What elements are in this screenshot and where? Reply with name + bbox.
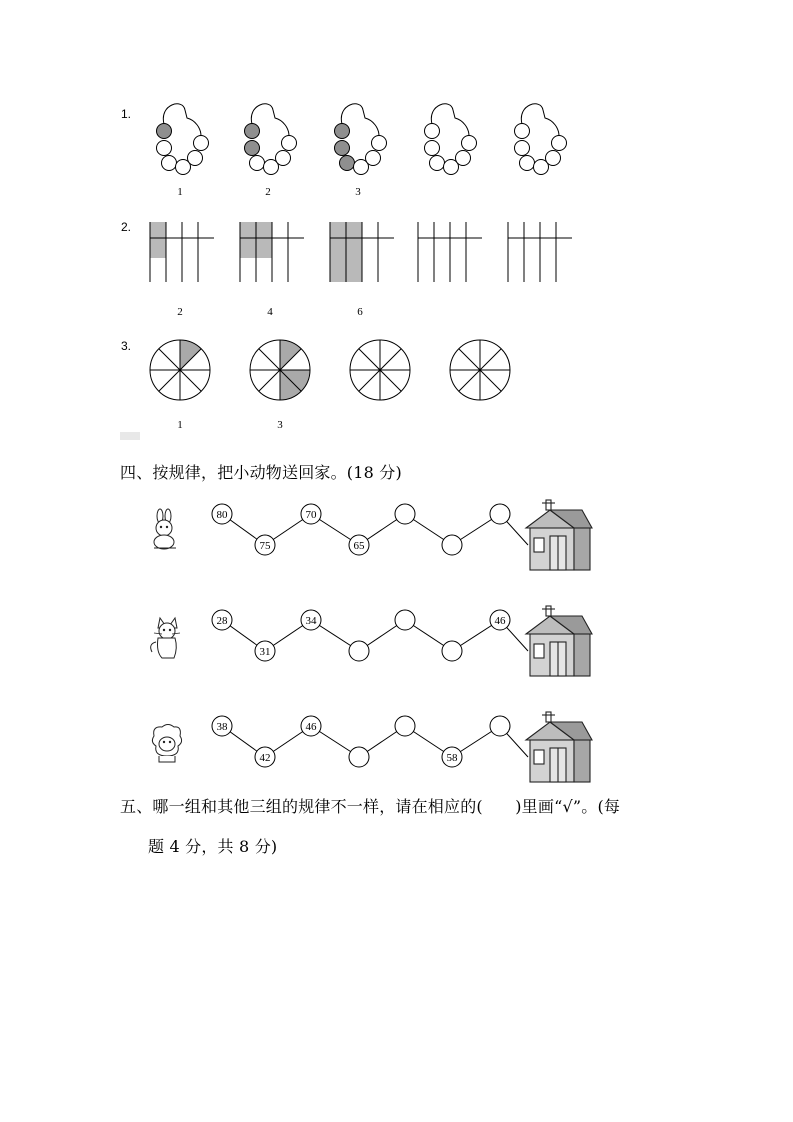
shaded-cell xyxy=(346,222,362,240)
sectored-circle-1 xyxy=(148,338,212,402)
sectored-circle-4 xyxy=(448,338,512,402)
bubble-value: 42 xyxy=(259,752,271,764)
circle-figure-label: 3 xyxy=(277,419,283,431)
section-5-title-line2: 题 4 分，共 8 分) xyxy=(148,837,278,856)
bubble-value: 28 xyxy=(216,615,228,627)
grid-figure-5 xyxy=(506,220,574,284)
shaded-cell xyxy=(330,240,346,258)
question-1-number: 1. xyxy=(121,107,132,121)
bead xyxy=(157,141,172,156)
bubble-value: 34 xyxy=(305,615,317,627)
number-bubble[interactable] xyxy=(349,747,369,767)
bead-necklace-5 xyxy=(503,100,573,180)
circle-figure-label: 1 xyxy=(177,419,183,431)
house-figure xyxy=(524,612,594,682)
bead xyxy=(425,141,440,156)
shaded-bead xyxy=(340,156,355,171)
bead xyxy=(462,136,477,151)
house-icon xyxy=(526,606,592,676)
number-bubble[interactable] xyxy=(442,641,462,661)
bead xyxy=(162,156,177,171)
rabbit-figure xyxy=(148,510,188,554)
shaded-bead xyxy=(157,124,172,139)
number-bubble[interactable] xyxy=(395,716,415,736)
bead-necklace-1 xyxy=(145,100,215,180)
house-figure xyxy=(524,718,594,788)
bubble-value: 46 xyxy=(305,721,317,733)
number-bubble[interactable] xyxy=(349,641,369,661)
grid-figure-1 xyxy=(148,220,216,284)
bead xyxy=(276,151,291,166)
bubble-value: 70 xyxy=(305,509,317,521)
bead-necklace-2 xyxy=(233,100,303,180)
bubble-value: 65 xyxy=(353,540,365,552)
section-5-title-line1: 五、哪一组和其他三组的规律不一样，请在相应的( )里画“√”。(每 xyxy=(120,797,621,816)
bead xyxy=(430,156,445,171)
shaded-bead xyxy=(335,124,350,139)
shaded-cell xyxy=(256,222,272,240)
bubble-value: 38 xyxy=(216,721,228,733)
grid-figure-3 xyxy=(328,220,396,284)
cat-icon xyxy=(151,618,180,658)
bead xyxy=(546,151,561,166)
bead xyxy=(282,136,297,151)
rabbit-icon xyxy=(154,509,176,549)
bead xyxy=(194,136,209,151)
shaded-cell xyxy=(346,240,362,258)
shaded-cell xyxy=(330,222,346,240)
sheep-figure xyxy=(148,722,188,766)
shaded-cell xyxy=(150,222,166,240)
house-icon xyxy=(526,500,592,570)
grid-figure-label: 4 xyxy=(267,306,273,318)
shaded-bead xyxy=(245,124,260,139)
bubble-value: 46 xyxy=(494,615,506,627)
shaded-cell xyxy=(240,240,256,258)
bubble-value: 80 xyxy=(216,509,228,521)
section-4-title: 四、按规律，把小动物送回家。(18 分) xyxy=(120,463,402,482)
shaded-bead xyxy=(245,141,260,156)
house-figure xyxy=(524,506,594,576)
question-2-number: 2. xyxy=(121,220,132,234)
shaded-cell xyxy=(346,258,362,282)
bead xyxy=(456,151,471,166)
number-bubble[interactable] xyxy=(395,504,415,524)
sheep-icon xyxy=(152,725,181,763)
number-bubble[interactable] xyxy=(490,716,510,736)
bead-figure-label: 3 xyxy=(355,186,361,198)
bead xyxy=(372,136,387,151)
house-icon xyxy=(526,712,592,782)
shaded-sector xyxy=(180,340,201,370)
bead-necklace-3 xyxy=(323,100,393,180)
bead xyxy=(366,151,381,166)
bead xyxy=(425,124,440,139)
shaded-cell xyxy=(240,222,256,240)
shaded-cell xyxy=(150,240,166,258)
grid-figure-4 xyxy=(416,220,484,284)
bead-figure-label: 2 xyxy=(265,186,271,198)
shaded-cell xyxy=(256,240,272,258)
grid-figure-2 xyxy=(238,220,306,284)
sectored-circle-2 xyxy=(248,338,312,402)
grid-figure-label: 2 xyxy=(177,306,183,318)
cat-figure xyxy=(148,616,188,660)
bead xyxy=(250,156,265,171)
bubble-value: 58 xyxy=(446,752,458,764)
bubble-value: 31 xyxy=(259,646,271,658)
sectored-circle-3 xyxy=(348,338,412,402)
bead xyxy=(188,151,203,166)
bead-necklace-4 xyxy=(413,100,483,180)
number-bubble[interactable] xyxy=(490,504,510,524)
bead xyxy=(515,124,530,139)
bead xyxy=(520,156,535,171)
grid-figure-label: 6 xyxy=(357,306,363,318)
number-bubble[interactable] xyxy=(442,535,462,555)
number-bubble[interactable] xyxy=(395,610,415,630)
shaded-bead xyxy=(335,141,350,156)
shaded-cell xyxy=(330,258,346,282)
bead xyxy=(552,136,567,151)
question-3-number: 3. xyxy=(121,339,132,353)
shaded-sector xyxy=(280,340,301,370)
scan-smudge xyxy=(120,432,140,440)
bubble-value: 75 xyxy=(259,540,271,552)
bead xyxy=(515,141,530,156)
bead-figure-label: 1 xyxy=(177,186,183,198)
